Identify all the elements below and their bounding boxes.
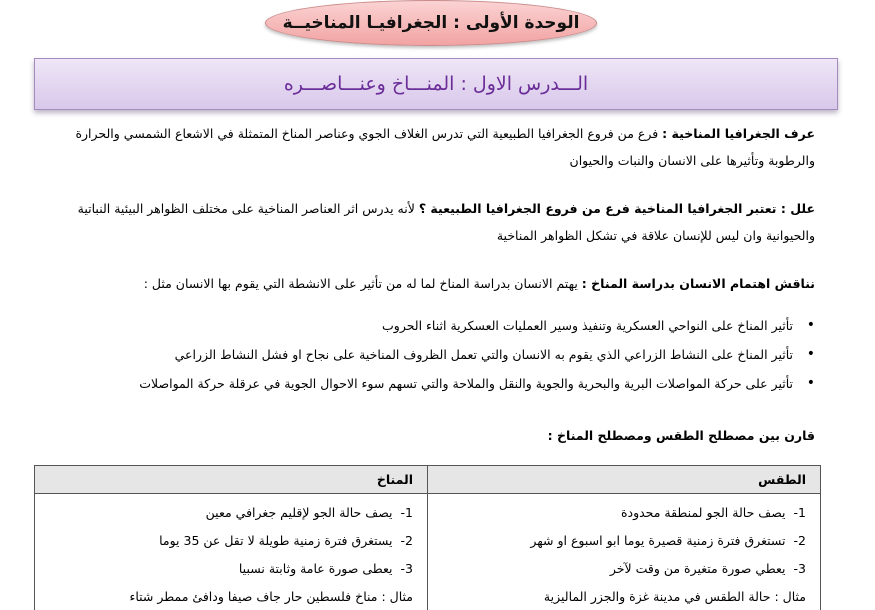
comparison-table [34, 465, 821, 610]
table-row: 3-يعطى صورة عامة وثابتة نسبيا [238, 561, 413, 576]
unit-title: الوحدة الأولى : الجغرافيـا المناخيــة [265, 0, 597, 46]
definition-text: فرع من فروع الجغرافيا الطبيعية التي تدرس الغلاف الجوي وعناصر المناخ المتمثلة في الاشعاع الشمسي والحرارة والرطوبة وتأثيرها على الانسان والنبات والحيوان [75, 126, 815, 168]
definition-paragraph [55, 120, 815, 174]
climate-cell [35, 494, 428, 610]
compare-heading: قارن بين مصطلح الطقس ومصطلح المناخ : [547, 428, 815, 443]
reason-label: علل : تعتبر الجغرافيا المناخية فرع من فروع الجغرافيا الطبيعية ؟ [418, 201, 815, 216]
discuss-paragraph [55, 270, 815, 297]
definition-label: عرف الجغرافيا المناخية : [662, 126, 815, 141]
list-item: • تأثير على حركة المواصلات البرية والبحرية والجوية والنقل والملاحة والتي تسهم سوء الاحوال الجوية في عرقلة حركة المواصلات [139, 376, 793, 391]
column-header-weather: الطقس [428, 466, 821, 494]
reason-paragraph [55, 195, 815, 249]
table-row: 2-يستغرق فترة زمنية طويلة لا تقل عن 35 يوما [159, 533, 413, 548]
reason-text: لأنه يدرس اثر العناصر المناخية على مختلف الظواهر البيئية النباتية والحيوانية وان ليس للإنسان علاقة في تشكل الظواهر المناخية [77, 201, 815, 243]
column-header-climate: المناخ [35, 466, 428, 494]
discuss-text: يهتم الانسان بدراسة المناخ لما له من تأثير على الانشطة التي يقوم بها الانسان مثل : [143, 276, 582, 291]
table-row: 1-يصف حالة الجو لإقليم جغرافي معين [205, 505, 413, 520]
list-item: • تأثير المناخ على النشاط الزراعي الذي يقوم به الانسان والتي تعمل الظروف المناخية على نجاح او فشل النشاط الزراعي [175, 347, 793, 362]
climate-example: مثال : مناخ فلسطين حار جاف صيفا ودافئ ممطر شتاء [129, 589, 413, 604]
table-row: 3-يعطي صورة متغيرة من وقت لآخر [609, 561, 806, 576]
discuss-label: نناقش اهتمام الانسان بدراسة المناخ : [581, 276, 815, 291]
lesson-title: الـــدرس الاول : المنـــاخ وعنـــاصـــره [34, 58, 838, 110]
table-row: 2-تستغرق فترة زمنية قصيرة يوما ابو اسبوع او شهر [530, 533, 806, 548]
table-row: 1-يصف حالة الجو لمنطقة محدودة [620, 505, 806, 520]
weather-example: مثال : حالة الطقس في مدينة غزة والجزر الماليزية [543, 589, 806, 604]
list-item: • تأثير المناخ على النواحي العسكرية وتنفيذ وسير العمليات العسكرية اثناء الحروب [382, 318, 793, 333]
weather-cell [428, 494, 821, 610]
